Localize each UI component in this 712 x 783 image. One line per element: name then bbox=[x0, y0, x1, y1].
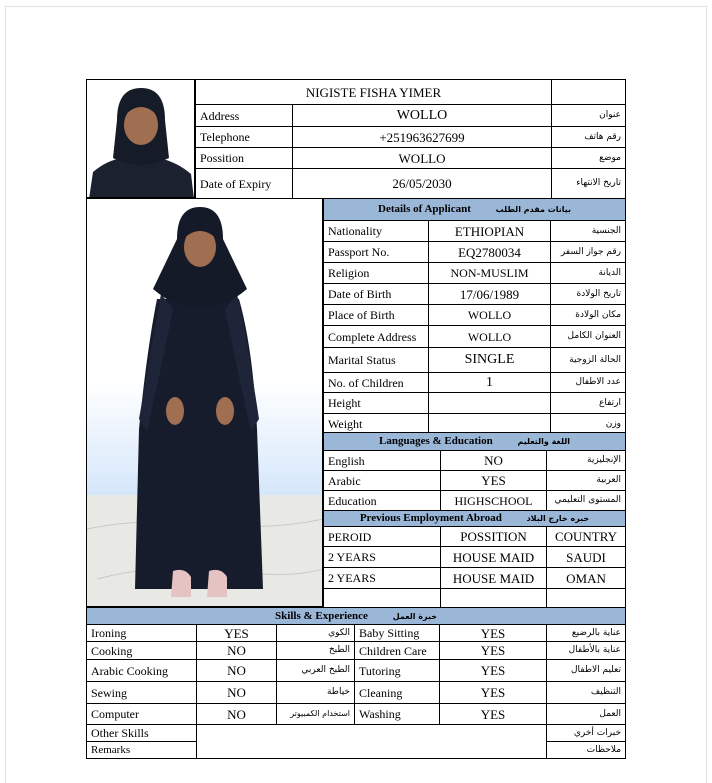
skill-label: Cleaning bbox=[355, 682, 440, 704]
position-ar: موضع bbox=[552, 148, 626, 169]
skill-value: YES bbox=[440, 625, 547, 642]
skill-value: YES bbox=[440, 642, 547, 660]
weight-label: Weight bbox=[324, 414, 429, 435]
employment-country: OMAN bbox=[547, 568, 626, 589]
employment-empty bbox=[547, 589, 626, 608]
skill-ar: تعليم الاطفال bbox=[547, 660, 626, 682]
marital-label: Marital Status bbox=[324, 348, 429, 373]
position-value: WOLLO bbox=[293, 148, 552, 169]
skill-label: Arabic Cooking bbox=[87, 660, 197, 682]
pob-label: Place of Birth bbox=[324, 305, 429, 326]
skill-ar: خياطة bbox=[277, 682, 355, 704]
children-ar: عدد الاطفال bbox=[551, 373, 626, 393]
skill-label: Ironing bbox=[87, 625, 197, 642]
employment-empty bbox=[441, 589, 547, 608]
portrait-photo bbox=[86, 79, 195, 198]
employment-period: 2 YEARS bbox=[324, 547, 441, 568]
skill-value: NO bbox=[197, 704, 277, 725]
remarks-label: Remarks bbox=[87, 742, 197, 759]
employment-title-ar: خبره خارج البلاد bbox=[526, 514, 590, 523]
religion-value: NON-MUSLIM bbox=[429, 263, 551, 284]
skill-label: Baby Sitting bbox=[355, 625, 440, 642]
skill-label: Washing bbox=[355, 704, 440, 725]
employment-country: SAUDI bbox=[547, 547, 626, 568]
education-value: HIGHSCHOOL bbox=[441, 491, 547, 511]
skill-ar: عناية بالرضيع bbox=[547, 625, 626, 642]
employment-empty bbox=[324, 589, 441, 608]
nationality-ar: الجنسية bbox=[551, 221, 626, 242]
pob-value: WOLLO bbox=[429, 305, 551, 326]
skill-value: NO bbox=[197, 642, 277, 660]
period-header: PEROID bbox=[324, 527, 441, 547]
address-value: WOLLO bbox=[293, 105, 552, 127]
dob-value: 17/06/1989 bbox=[429, 284, 551, 305]
position-header: POSSITION bbox=[441, 527, 547, 547]
arabic-value: YES bbox=[441, 471, 547, 491]
children-label: No. of Children bbox=[324, 373, 429, 393]
skill-ar: التنظيف bbox=[547, 682, 626, 704]
remarks-ar: ملاحظات bbox=[547, 742, 626, 759]
telephone-value: +251963627699 bbox=[293, 127, 552, 148]
blank-cell bbox=[552, 80, 626, 105]
employment-period: 2 YEARS bbox=[324, 568, 441, 589]
english-value: NO bbox=[441, 451, 547, 471]
skills-table bbox=[86, 607, 626, 759]
applicant-section-header bbox=[324, 199, 626, 221]
skill-label: Sewing bbox=[87, 682, 197, 704]
full-body-photo bbox=[86, 198, 323, 607]
nationality-value: ETHIOPIAN bbox=[429, 221, 551, 242]
skill-ar: العمل bbox=[547, 704, 626, 725]
skills-section-header bbox=[87, 608, 626, 625]
complete-address-value: WOLLO bbox=[429, 326, 551, 348]
telephone-label: Telephone bbox=[196, 127, 293, 148]
dob-label: Date of Birth bbox=[324, 284, 429, 305]
languages-table bbox=[323, 432, 626, 511]
skill-label: Children Care bbox=[355, 642, 440, 660]
header-table bbox=[195, 79, 626, 199]
pob-ar: مكان الولادة bbox=[551, 305, 626, 326]
applicant-name: NIGISTE FISHA YIMER bbox=[196, 80, 552, 105]
applicant-title-ar: بيانات مقدم الطلب bbox=[495, 205, 572, 214]
position-label: Possition bbox=[196, 148, 293, 169]
expiry-label: Date of Expiry bbox=[196, 169, 293, 199]
applicant-table bbox=[323, 198, 626, 435]
arabic-label: Arabic bbox=[324, 471, 441, 491]
skill-ar: الطبخ العربي bbox=[277, 660, 355, 682]
skill-label: Cooking bbox=[87, 642, 197, 660]
complete-address-ar: العنوان الكامل bbox=[551, 326, 626, 348]
employment-title: Previous Employment Abroad bbox=[359, 512, 502, 524]
arabic-ar: العربية bbox=[547, 471, 626, 491]
weight-ar: وزن bbox=[551, 414, 626, 435]
passport-label: Passport No. bbox=[324, 242, 429, 263]
marital-ar: الحالة الزوجية bbox=[551, 348, 626, 373]
languages-title: Languages & Education bbox=[379, 435, 493, 447]
employment-position: HOUSE MAID bbox=[441, 547, 547, 568]
employment-section-header bbox=[324, 511, 626, 527]
education-ar: المستوى التعليمي bbox=[547, 491, 626, 511]
skill-value: YES bbox=[197, 625, 277, 642]
address-label: Address bbox=[196, 105, 293, 127]
languages-section-header bbox=[324, 433, 626, 451]
employment-table bbox=[323, 510, 626, 608]
address-label: Complete Address bbox=[324, 326, 429, 348]
skill-value: NO bbox=[197, 682, 277, 704]
skill-ar: الكوي bbox=[277, 625, 355, 642]
religion-label: Religion bbox=[324, 263, 429, 284]
height-value bbox=[429, 393, 551, 414]
address-ar: عنوان bbox=[552, 105, 626, 127]
other-skills-ar: خبرات أخري bbox=[547, 725, 626, 742]
other-skills-label: Other Skills bbox=[87, 725, 197, 742]
skill-ar: استخدام الكمبيوتر bbox=[277, 704, 355, 725]
skill-ar: عناية بالأطفال bbox=[547, 642, 626, 660]
other-skills-value bbox=[197, 725, 547, 742]
skill-value: YES bbox=[440, 660, 547, 682]
children-value: 1 bbox=[429, 373, 551, 393]
height-label: Height bbox=[324, 393, 429, 414]
expiry-value: 26/05/2030 bbox=[293, 169, 552, 199]
english-ar: الإنجليزية bbox=[547, 451, 626, 471]
skill-value: NO bbox=[197, 660, 277, 682]
skill-value: YES bbox=[440, 704, 547, 725]
marital-value: SINGLE bbox=[429, 348, 551, 373]
employment-position: HOUSE MAID bbox=[441, 568, 547, 589]
passport-ar: رقم جواز السفر bbox=[551, 242, 626, 263]
skill-label: Computer bbox=[87, 704, 197, 725]
applicant-title: Details of Applicant bbox=[378, 203, 471, 215]
religion-ar: الديانة bbox=[551, 263, 626, 284]
english-label: English bbox=[324, 451, 441, 471]
passport-value: EQ2780034 bbox=[429, 242, 551, 263]
nationality-label: Nationality bbox=[324, 221, 429, 242]
expiry-ar: تاريخ الانتهاء bbox=[552, 169, 626, 199]
skills-title: Skills & Experience bbox=[275, 609, 368, 622]
skills-title-ar: خبرة العمل bbox=[392, 611, 437, 621]
dob-ar: تاريخ الولادة bbox=[551, 284, 626, 305]
country-header: COUNTRY bbox=[547, 527, 626, 547]
telephone-ar: رقم هاتف bbox=[552, 127, 626, 148]
height-ar: ارتفاع bbox=[551, 393, 626, 414]
skill-ar: الطبخ bbox=[277, 642, 355, 660]
remarks-value bbox=[197, 742, 547, 759]
languages-title-ar: اللغة والتعليم bbox=[517, 437, 570, 446]
education-label: Education bbox=[324, 491, 441, 511]
skill-label: Tutoring bbox=[355, 660, 440, 682]
skill-value: YES bbox=[440, 682, 547, 704]
